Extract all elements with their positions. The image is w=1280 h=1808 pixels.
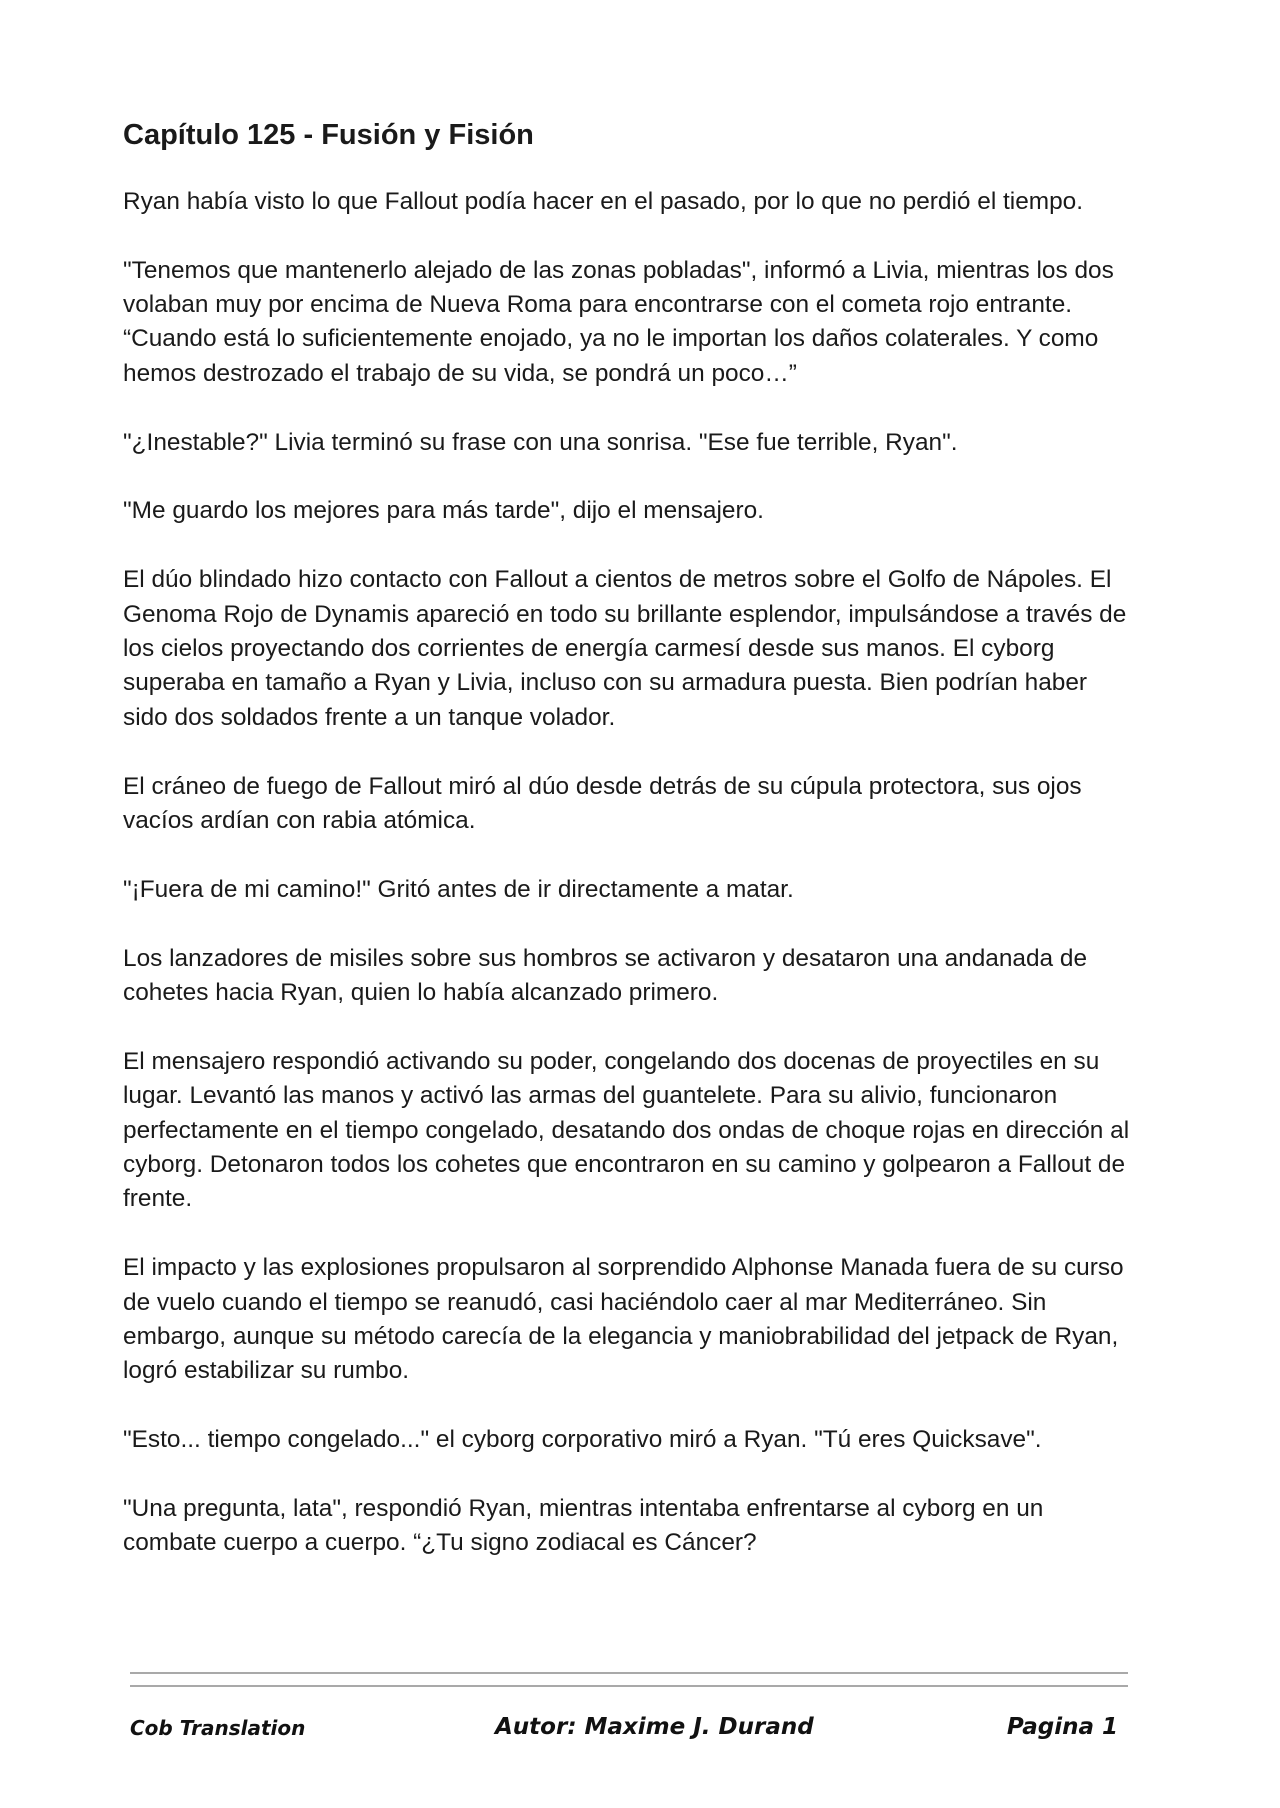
paragraph: Los lanzadores de misiles sobre sus hombros se activaron y desataron una andanada de cohetes hacia Ryan, quien lo había alcanzado primero. bbox=[123, 944, 1088, 1007]
paragraph: El mensajero respondió activando su poder, congelando dos docenas de proyectiles en su lugar. Levantó las manos y activó las armas del guantelete. Para su alivio, funcionaron perfectamente en el tiempo congelado, desatando dos ondas de choque rojas en dirección al cyborg. Detonaron todos los cohetes que encontraron en su camino y golpearon a Fallout de frente. bbox=[123, 1047, 1130, 1213]
footer-author: Autor: Maxime J. Durand bbox=[495, 1714, 814, 1740]
chapter-title: Capítulo 125 - Fusión y Fisión bbox=[123, 119, 534, 151]
paragraph: El dúo blindado hizo contacto con Fallout a cientos de metros sobre el Golfo de Nápoles. El Genoma Rojo de Dynamis apareció en todo su brillante esplendor, impulsándose a través de los cielos proyectando dos corrientes de energía carmesí desde sus manos. El cyborg superaba en tamaño a Ryan y Livia, incluso con su armadura puesta. Bien podrían haber sido dos soldados frente a un tanque volador. bbox=[123, 566, 1127, 731]
paragraph: "Tenemos que mantenerlo alejado de las zonas pobladas", informó a Livia, mientras los dos volaban muy por encima de Nueva Roma para encontrarse con el cometa rojo entrante. “Cuando está lo suficientemente enojado, ya no le importan los daños colaterales. Y como hemos destrozado el trabajo de su vida, se pondrá un poco…” bbox=[123, 256, 1114, 387]
paragraph: "Una pregunta, lata", respondió Ryan, mientras intentaba enfrentarse al cyborg en un combate cuerpo a cuerpo. “¿Tu signo zodiacal es Cáncer? bbox=[123, 1495, 1044, 1557]
paragraph: "Me guardo los mejores para más tarde", dijo el mensajero. bbox=[123, 497, 764, 525]
footer-divider-bottom bbox=[130, 1685, 1128, 1687]
paragraph: El impacto y las explosiones propulsaron al sorprendido Alphonse Manada fuera de su curso de vuelo cuando el tiempo se reanudó, casi haciéndolo caer al mar Mediterráneo. Sin embargo, aunque su método carecía de la elegancia y maniobrabilidad del jetpack de Ryan, logró estabilizar su rumbo. bbox=[123, 1254, 1124, 1385]
page-footer bbox=[130, 1712, 1128, 1746]
paragraph: "¿Inestable?" Livia terminó su frase con una sonrisa. "Ese fue terrible, Ryan". bbox=[123, 428, 958, 456]
footer-page-number: Pagina 1 bbox=[1006, 1714, 1118, 1740]
footer-divider-top bbox=[130, 1672, 1128, 1674]
paragraph: El cráneo de fuego de Fallout miró al dúo desde detrás de su cúpula protectora, sus ojos vacíos ardían con rabia atómica. bbox=[123, 772, 1082, 835]
paragraph: Ryan había visto lo que Fallout podía hacer en el pasado, por lo que no perdió el tiempo. bbox=[123, 187, 1084, 215]
paragraph: "Esto... tiempo congelado..." el cyborg corporativo miró a Ryan. "Tú eres Quicksave". bbox=[123, 1426, 1042, 1454]
footer-translator: Cob Translation bbox=[130, 1716, 306, 1740]
paragraph: "¡Fuera de mi camino!" Gritó antes de ir directamente a matar. bbox=[123, 875, 794, 903]
document-content bbox=[123, 118, 1133, 1595]
